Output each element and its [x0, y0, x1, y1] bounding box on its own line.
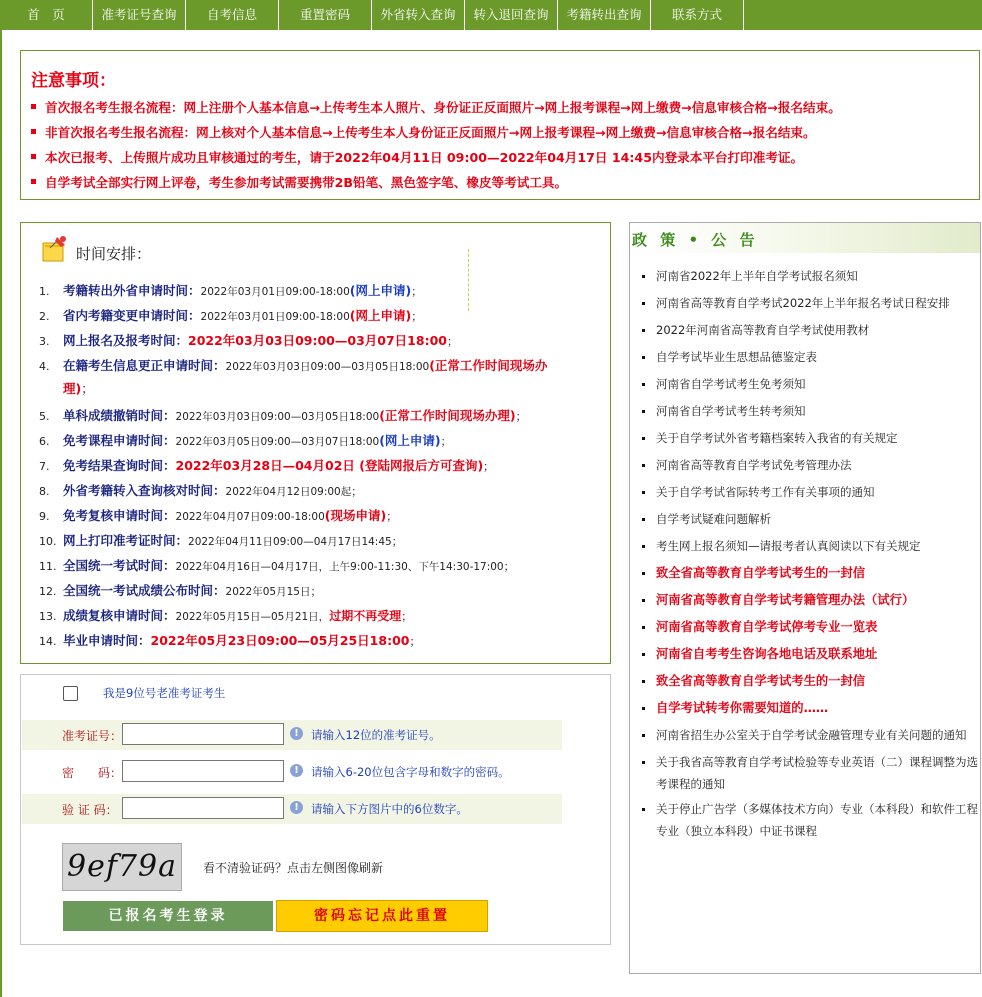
policy-link-text[interactable]: 河南省高等教育自学考试2022年上半年报名考试日程安排	[656, 296, 950, 310]
schedule-row-value: 2022年04月16日—04月17日，上午9:00-11:30、下午14:30-17:00	[175, 561, 504, 573]
schedule-row-number: 1.	[39, 285, 50, 298]
schedule-row-end: ；	[401, 610, 413, 623]
schedule-row	[39, 606, 412, 624]
info-icon: !	[290, 727, 303, 740]
schedule-row	[39, 531, 403, 549]
old-ticket-checkbox-label[interactable]: 我是9位号老准考证考生	[103, 686, 226, 700]
schedule-row-value: 2022年05月15日	[225, 586, 311, 598]
schedule-row-number: 7.	[39, 460, 50, 473]
policy-link-text[interactable]: 关于我省高等教育自学考试检验等专业英语（二）课程调整为选考课程的通知	[656, 755, 978, 791]
bullet-icon	[642, 707, 645, 710]
notice-item: 自学考试全部实行网上评卷，考生参加考试需要携带2B铅笔、黑色签字笔、橡皮等考试工具。	[31, 172, 567, 191]
schedule-row-label: 全国统一考试成绩公布时间：	[63, 583, 226, 598]
schedule-row-end: ；	[351, 485, 363, 498]
schedule-row-value: 2022年03月03日09:00—03月05日18:00	[175, 411, 380, 423]
policy-link-text[interactable]: 河南省自学考试考生转考须知	[656, 404, 806, 418]
bullet-icon	[642, 302, 645, 305]
schedule-row-note: (网上申请)	[349, 283, 412, 298]
exam-number-row	[22, 720, 562, 750]
bullet-icon	[642, 437, 645, 440]
policy-link-text[interactable]: 自学考试毕业生思想品德鉴定表	[656, 350, 817, 364]
login-button[interactable]: 已报名考生登录	[63, 901, 273, 931]
bullet-icon	[31, 129, 36, 134]
schedule-row	[39, 331, 458, 349]
notice-title: 注意事项：	[31, 71, 116, 91]
schedule-row-number: 14.	[39, 635, 57, 648]
top-nav	[0, 0, 982, 30]
schedule-row-number: 12.	[39, 585, 57, 598]
schedule-title: 时间安排：	[76, 245, 152, 263]
schedule-row-label: 成绩复核申请时间：	[63, 608, 176, 623]
schedule-row-number: 6.	[39, 435, 50, 448]
nav-contact[interactable]: 联系方式	[651, 0, 744, 30]
schedule-row	[39, 306, 422, 324]
notice-box	[20, 50, 980, 200]
captcha-image[interactable]: 9ef79a	[62, 843, 182, 891]
policy-link[interactable]	[642, 319, 978, 341]
bullet-icon	[642, 734, 645, 737]
schedule-row-note: (网上申请)	[349, 308, 412, 323]
schedule-row-value: 2022年03月05日09:00—03月07日18:00	[175, 436, 380, 448]
policy-header	[630, 223, 980, 253]
schedule-box	[20, 222, 611, 664]
bullet-icon	[642, 653, 645, 656]
policy-link[interactable]	[642, 535, 978, 557]
schedule-row-label: 网上报名及报考时间：	[63, 333, 189, 348]
bullet-icon	[642, 680, 645, 683]
policy-link[interactable]	[642, 427, 978, 449]
policy-link[interactable]	[642, 643, 978, 665]
policy-link-text[interactable]: 河南省高等教育自学考试免考管理办法	[656, 458, 852, 472]
policy-link[interactable]	[642, 562, 978, 584]
captcha-refresh-tip: 看不清验证码？点击左侧图像刷新	[203, 861, 384, 875]
bullet-icon	[642, 572, 645, 575]
nav-transfer-in-query[interactable]: 外省转入查询	[372, 0, 465, 30]
policy-link[interactable]	[642, 616, 978, 638]
policy-link-text[interactable]: 致全省高等教育自学考试考生的一封信	[656, 674, 866, 688]
bullet-icon	[642, 275, 645, 278]
bullet-icon	[642, 599, 645, 602]
schedule-row-note: 2022年05月23日09:00—05月25日18:00	[150, 633, 410, 648]
reset-password-button[interactable]: 密码忘记点此重置	[276, 900, 488, 932]
exam-number-input[interactable]	[122, 723, 284, 745]
login-form	[20, 674, 611, 945]
schedule-row	[39, 431, 452, 449]
schedule-row-label: 免考复核申请时间：	[63, 508, 176, 523]
schedule-row-value: 2022年03月01日09:00-18:00	[200, 311, 350, 323]
bullet-icon	[642, 383, 645, 386]
schedule-row-note: 2022年03月03日09:00—03月07日18:00	[188, 333, 447, 348]
schedule-row-note: 过期不再受理	[329, 609, 402, 623]
policy-link[interactable]	[642, 481, 978, 503]
schedule-row-end: ；	[515, 410, 527, 423]
schedule-row-label: 免考结果查询时间：	[63, 458, 176, 473]
policy-link[interactable]	[642, 292, 978, 314]
policy-link[interactable]	[642, 798, 978, 842]
policy-link[interactable]	[642, 670, 978, 692]
exam-number-hint: 请输入12位的准考证号。	[311, 728, 441, 742]
schedule-row-number: 13.	[39, 610, 57, 623]
bullet-icon	[642, 329, 645, 332]
password-row	[22, 757, 562, 787]
policy-link[interactable]	[642, 751, 978, 795]
policy-link-text[interactable]: 河南省高等教育自学考试考籍管理办法（试行）	[656, 593, 915, 607]
bullet-icon	[31, 154, 36, 159]
captcha-hint: 请输入下方图片中的6位数字。	[311, 802, 468, 816]
schedule-row-value: 2022年05月15日—05月21日，	[175, 611, 330, 623]
nav-admission-ticket-query[interactable]: 准考证号查询	[93, 0, 186, 30]
schedule-row-number: 9.	[39, 510, 50, 523]
bullet-icon	[642, 626, 645, 629]
password-hint: 请输入6-20位包含字母和数字的密码。	[311, 765, 510, 779]
policy-link-text[interactable]: 2022年河南省高等教育自学考试使用教材	[656, 323, 870, 337]
policy-link-text[interactable]: 河南省2022年上半年自学考试报名须知	[656, 269, 858, 283]
policy-link-text[interactable]: 致全省高等教育自学考试考生的一封信	[656, 566, 866, 580]
schedule-row	[39, 506, 397, 524]
schedule-row-end: ；	[411, 285, 423, 298]
schedule-row-value: 2022年04月11日09:00—04月17日14:45	[188, 536, 392, 548]
policy-link-text[interactable]: 自学考试转考你需要知道的……	[656, 701, 829, 715]
policy-link-text[interactable]: 河南省自学考试考生免考须知	[656, 377, 806, 391]
info-icon: !	[290, 764, 303, 777]
schedule-row	[39, 406, 527, 424]
schedule-row-end: ；	[310, 585, 322, 598]
schedule-row-value: 2022年03月03日09:00—03月05日18:00	[225, 361, 430, 373]
left-border	[0, 30, 2, 997]
schedule-row-number: 3.	[39, 335, 50, 348]
schedule-row-note: (正常工作时间现场办理)	[379, 408, 516, 423]
notice-item: 首次报名考生报名流程：网上注册个人基本信息→上传考生本人照片、身份证正反面照片→网上报考课程→网上缴费→信息审核合格→报名结束。	[31, 97, 841, 116]
schedule-row-value: 2022年04月07日09:00-18:00	[175, 511, 325, 523]
bullet-icon	[642, 518, 645, 521]
policy-link[interactable]	[642, 724, 978, 746]
nav-transfer-return-query[interactable]: 转入退回查询	[465, 0, 558, 30]
policy-link-text[interactable]: 河南省高等教育自学考试停考专业一览表	[656, 620, 878, 634]
schedule-row-label: 毕业申请时间：	[63, 633, 151, 648]
schedule-row-end: ；	[440, 435, 452, 448]
schedule-row-note: (现场申请)	[324, 508, 387, 523]
captcha-row	[22, 794, 562, 824]
schedule-row	[39, 631, 420, 649]
policy-link-text[interactable]: 自学考试疑难问题解析	[656, 512, 771, 526]
schedule-row-value: 2022年03月01日09:00-18:00	[200, 286, 350, 298]
schedule-row	[39, 481, 362, 499]
bullet-icon	[642, 491, 645, 494]
old-ticket-checkbox[interactable]	[63, 686, 78, 701]
schedule-row-end: ；	[391, 535, 403, 548]
schedule-row-label: 在籍考生信息更正申请时间：	[63, 358, 226, 373]
policy-link[interactable]	[642, 508, 978, 530]
info-icon: !	[290, 801, 303, 814]
schedule-row-label: 全国统一考试时间：	[63, 558, 176, 573]
captcha-input[interactable]	[122, 797, 284, 819]
nav-transfer-out-query[interactable]: 考籍转出查询	[558, 0, 651, 30]
nav-reset-password[interactable]: 重置密码	[279, 0, 372, 30]
schedule-row-end: ；	[446, 335, 458, 348]
policy-link-text[interactable]: 关于自学考试省际转考工作有关事项的通知	[656, 485, 875, 499]
captcha-label: 验 证 码：	[62, 803, 118, 817]
schedule-row-label: 网上打印准考证时间：	[63, 533, 189, 548]
nav-exam-info[interactable]: 自考信息	[186, 0, 279, 30]
schedule-row-label: 考籍转出外省申请时间：	[63, 283, 201, 298]
schedule-row-number: 10.	[39, 535, 57, 548]
schedule-row-end: ；	[386, 510, 398, 523]
exam-number-label: 准考证号：	[62, 729, 123, 743]
policy-link[interactable]	[642, 454, 978, 476]
password-input[interactable]	[122, 760, 284, 782]
policy-link-text[interactable]: 河南省招生办公室关于自学考试金融管理专业有关问题的通知	[656, 728, 967, 742]
dashed-divider	[468, 249, 469, 311]
password-label: 密 码：	[62, 766, 123, 780]
schedule-row-note: 2022年03月28日—04月02日 (登陆网报后方可查询)	[175, 458, 484, 473]
policy-link-text[interactable]: 关于自学考试外省考籍档案转入我省的有关规定	[656, 431, 898, 445]
policy-link[interactable]	[642, 589, 978, 611]
bullet-icon	[642, 545, 645, 548]
schedule-row-note: (网上申请)	[379, 433, 441, 448]
schedule-row-number: 8.	[39, 485, 50, 498]
bullet-icon	[31, 179, 36, 184]
schedule-row-note: (正常工作时间现场办	[429, 358, 548, 373]
bullet-icon	[642, 464, 645, 467]
schedule-row-value: 2022年04月12日09:00起	[225, 486, 352, 498]
policy-link[interactable]	[642, 346, 978, 368]
notice-item: 本次已报考、上传照片成功且审核通过的考生，请于2022年04月11日 09:00—2022年04月17日 14:45内登录本平台打印准考证。	[31, 147, 803, 166]
policy-link[interactable]	[642, 373, 978, 395]
schedule-row	[39, 281, 422, 299]
bullet-icon	[642, 761, 645, 764]
policy-link-text[interactable]: 考生网上报名须知—请报考者认真阅读以下有关规定	[656, 539, 921, 553]
schedule-row-end: ；	[483, 460, 495, 473]
schedule-row-label: 单科成绩撤销时间：	[63, 408, 176, 423]
policy-link[interactable]	[642, 697, 978, 719]
schedule-row	[39, 356, 547, 374]
bullet-icon	[642, 808, 645, 811]
schedule-row-end: ；	[409, 635, 421, 648]
schedule-row-number: 5.	[39, 410, 50, 423]
schedule-row-4-continued: 理)；	[63, 381, 94, 396]
schedule-row-end: ；	[411, 310, 423, 323]
schedule-row	[39, 556, 515, 574]
schedule-row-number: 11.	[39, 560, 57, 573]
schedule-row-label: 免考课程申请时间：	[63, 433, 176, 448]
schedule-row	[39, 581, 321, 599]
policy-link-text[interactable]: 关于停止广告学（多媒体技术方向）专业（本科段）和软件工程专业（独立本科段）中证书课程	[656, 802, 978, 838]
notice-item: 非首次报名考生报名流程：网上核对个人基本信息→上传考生本人身份证正反面照片→网上报考课程→网上缴费→信息审核合格→报名结束。	[31, 122, 816, 141]
policy-link[interactable]	[642, 265, 978, 287]
schedule-row-number: 4.	[39, 360, 50, 373]
policy-panel	[629, 222, 981, 974]
schedule-row-end: ；	[503, 560, 515, 573]
policy-link-text[interactable]: 河南省自考考生咨询各地电话及联系地址	[656, 647, 878, 661]
bullet-icon	[642, 410, 645, 413]
policy-title: 政 策 • 公 告	[632, 231, 759, 249]
memo-pin-icon	[41, 235, 69, 263]
schedule-row-number: 2.	[39, 310, 50, 323]
nav-home[interactable]: 首 页	[0, 0, 93, 30]
policy-link[interactable]	[642, 400, 978, 422]
bullet-icon	[642, 356, 645, 359]
schedule-row-label: 省内考籍变更申请时间：	[63, 308, 201, 323]
bullet-icon	[31, 104, 36, 109]
schedule-row	[39, 456, 494, 474]
schedule-row-label: 外省考籍转入查询核对时间：	[63, 483, 226, 498]
